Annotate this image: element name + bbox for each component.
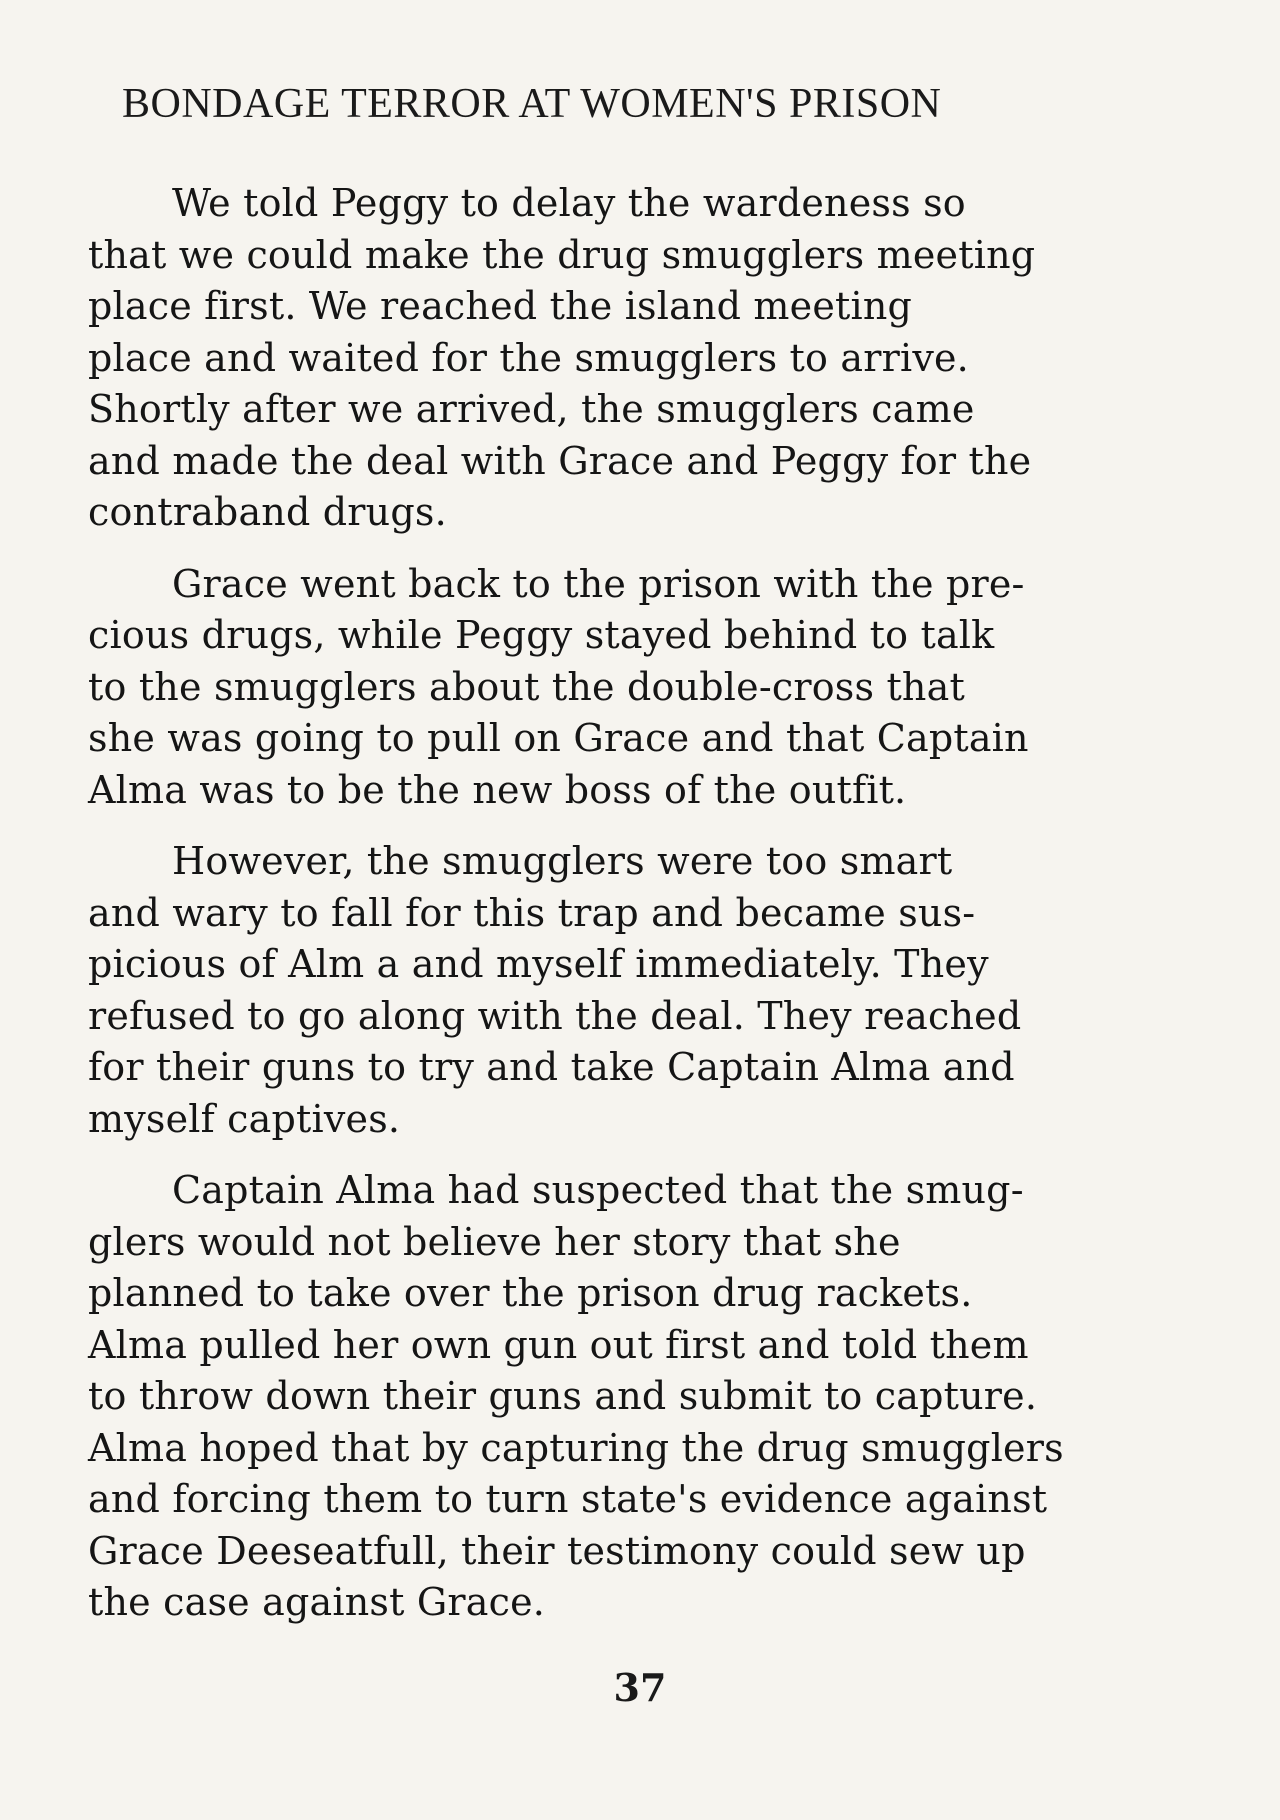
text-line: Grace Deeseatfull, their testimony could sew up <box>88 1528 1026 1573</box>
text-line: to throw down their guns and submit to capture. <box>88 1374 1038 1418</box>
text-line: Grace went back to the prison with the pre- <box>172 561 1025 606</box>
text-line: Alma hoped that by capturing the drug smugglers <box>88 1425 1064 1470</box>
paragraph-3 <box>88 836 1208 1145</box>
running-head-title: BONDAGE TERROR AT WOMEN'S PRISON <box>122 81 942 127</box>
text-line: cious drugs, while Peggy stayed behind to talk <box>88 613 995 657</box>
text-line: refused to go along with the deal. They reached <box>88 993 1022 1038</box>
text-line: for their guns to try and take Captain Alma and <box>88 1045 1015 1089</box>
text-line: planned to take over the prison drug rackets. <box>88 1271 973 1315</box>
text-line: that we could make the drug smugglers meeting <box>88 232 1036 277</box>
text-line: to the smugglers about the double-cross that <box>88 664 965 709</box>
body-text <box>88 178 1208 1649</box>
text-line: place and waited for the smugglers to arrive. <box>88 335 969 380</box>
text-line: However, the smugglers were too smart <box>172 839 953 883</box>
text-line: place first. We reached the island meeting <box>88 284 913 328</box>
text-line: Shortly after we arrived, the smugglers came <box>88 387 975 431</box>
text-line: and forcing them to turn state's evidence against <box>88 1477 1048 1521</box>
text-line: We told Peggy to delay the wardeness so <box>172 181 966 225</box>
text-line: she was going to pull on Grace and that Captain <box>88 716 1029 760</box>
paragraph-4 <box>88 1165 1208 1629</box>
page-number: 37 <box>613 1665 667 1710</box>
text-line: the case against Grace. <box>88 1580 546 1624</box>
text-line: picious of Alm a and myself immediately. They <box>88 942 989 986</box>
text-line: myself captives. <box>88 1096 401 1141</box>
paragraph-2 <box>88 559 1208 817</box>
text-line: Alma pulled her own gun out first and told them <box>88 1322 1029 1367</box>
text-line: glers would not believe her story that she <box>88 1219 901 1264</box>
paragraph-1 <box>88 178 1208 539</box>
text-line: contraband drugs. <box>88 490 447 534</box>
text-line: Alma was to be the new boss of the outfit. <box>88 767 907 812</box>
text-line: and wary to fall for this trap and became sus- <box>88 890 976 935</box>
text-line: Captain Alma had suspected that the smug- <box>172 1168 1024 1212</box>
text-line: and made the deal with Grace and Peggy for the <box>88 438 1032 483</box>
